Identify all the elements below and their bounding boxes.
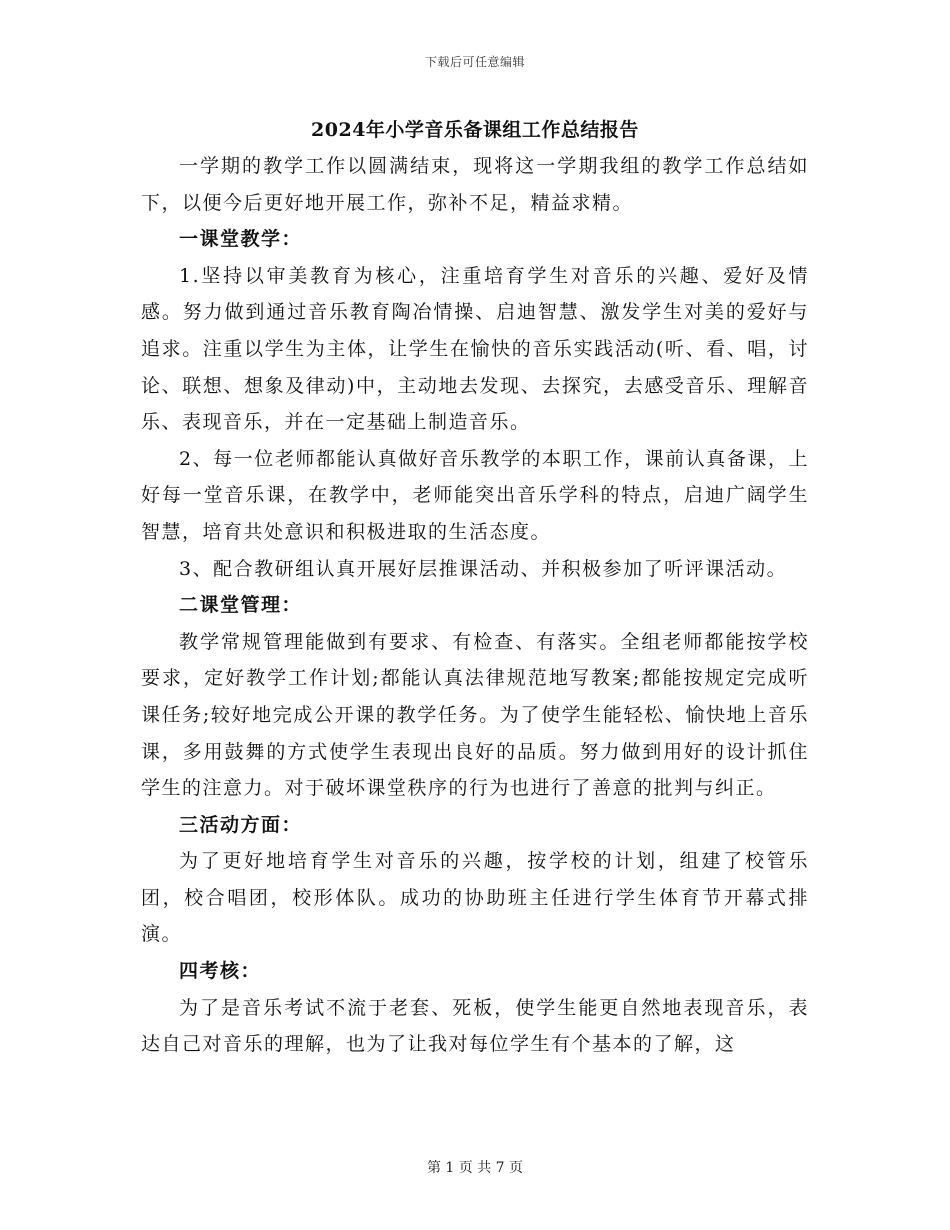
paragraph: 为了更好地培育学生对音乐的兴趣，按学校的计划，组建了校管乐团，校合唱团，校形体队。成功的协助班主任进行学生体育节开幕式排演。 [141, 850, 809, 946]
document-title: 2024年小学音乐备课组工作总结报告 [311, 119, 639, 141]
section-heading-classroom-management: 二课堂管理： [179, 594, 303, 617]
paragraph: 3、配合教研组认真开展好层推课活动、并积极参加了听评课活动。 [179, 557, 788, 580]
section-heading-classroom-teaching: 一课堂教学： [179, 228, 303, 251]
paragraph: 为了是音乐考试不流于老套、死板，使学生能更自然地表现音乐，表达自己对音乐的理解，也为了让我对每位学生有个基本的了解，这 [141, 996, 809, 1056]
paragraph: 教学常规管理能做到有要求、有检查、有落实。全组老师都能按学校要求，定好教学工作计划;都能认真法律规范地写教案;都能按规定完成听课任务;较好地完成公开课的教学任务。为了使学生能轻松、愉快地上音乐课，多用鼓舞的方式使学生表现出良好的品质。努力做到用好的设计抓住学生的注意力。对于破坏课堂秩序的行为也进行了善意的批判与纠正。 [141, 630, 809, 800]
paragraph: 1.坚持以审美教育为核心，注重培育学生对音乐的兴趣、爱好及情感。努力做到通过音乐教育陶冶情操、启迪智慧、激发学生对美的爱好与追求。注重以学生为主体，让学生在愉快的音乐实践活动(听、看、唱，讨论、联想、想象及律动)中，主动地去发现、去探究，去感受音乐、理解音乐、表现音乐，并在一定基础上制造音乐。 [141, 264, 809, 434]
paragraph: 2、每一位老师都能认真做好音乐教学的本职工作，课前认真备课，上好每一堂音乐课，在教学中，老师能突出音乐学科的特点，启迪广阔学生智慧，培育共处意识和积极进取的生活态度。 [141, 447, 809, 543]
header-note: 下载后可任意编辑 [424, 55, 525, 69]
section-heading-assessment: 四考核： [179, 960, 262, 983]
page-number: 第 1 页 共 7 页 [426, 1160, 524, 1176]
section-heading-activities: 三活动方面： [179, 813, 303, 836]
intro-paragraph: 一学期的教学工作以圆满结束，现将这一学期我组的教学工作总结如下，以便今后更好地开展工作，弥补不足，精益求精。 [141, 155, 809, 214]
document-body [141, 148, 809, 1063]
